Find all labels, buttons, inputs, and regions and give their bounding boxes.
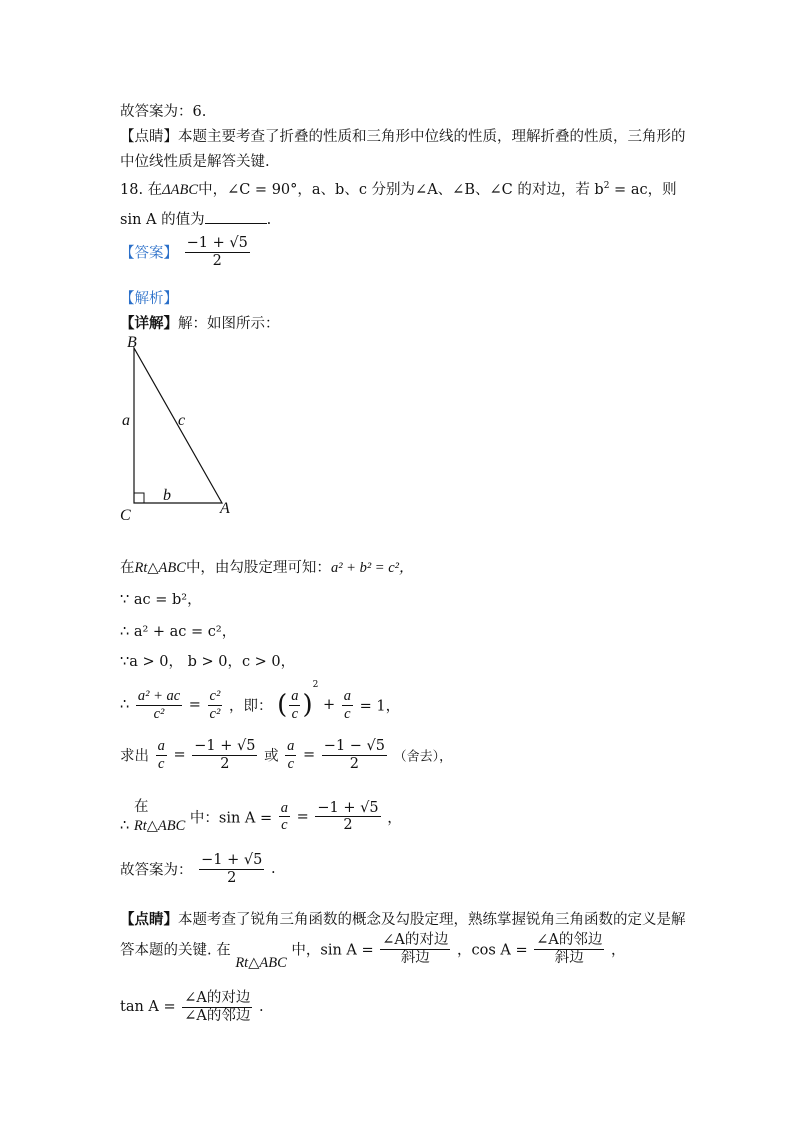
solution-step-4: ∵a > 0， b > 0，c > 0， xyxy=(120,654,296,670)
solution-step-5: ∴ $\frac{\text{a² + ac}}{\text{c²}}$ = $\frac{\text{c²}}{\text{c²}}$ ，即： ( $\frac{a}{c}$ )$^2$ + $\frac{a}{c}$ = 1， xyxy=(120,680,401,722)
right-angle-mark xyxy=(134,493,144,503)
comment-prev-1: 【点睛】本题主要考查了折叠的性质和三角形中位线的性质，理解折叠的性质，三角形的 xyxy=(120,129,686,145)
solution-step-6: 求出 $\frac{a}{c}$ = $\frac{-1 + √5}{2}$ 或 $\frac{a}{c}$ = $\frac{-1 - √5}{2}$ （舍去）， xyxy=(120,738,453,772)
solution-step-7: 在 ∴ Rt△ABC 中：sin A = $\frac{a}{c}$ = $\frac{-1 + √5}{2}$ ， xyxy=(120,799,402,834)
answer-fraction: $\frac{-1 + √5}{2}$ xyxy=(186,235,248,269)
answer-prev: 故答案为：6. xyxy=(120,104,207,120)
comment-prev-2: 中位线性质是解答关键. xyxy=(120,154,270,170)
side-label-c: c xyxy=(178,412,186,429)
question-line-1: 18. 在ΔABC中，∠C = 90°，a、b、c 分别为∠A、∠B、∠C 的对边，若 $b^2$ = ac，则 xyxy=(120,181,677,198)
solution-step-2: ∵ ac = b²， xyxy=(120,592,202,608)
comment-line-1: 【点睛】本题考查了锐角三角函数的概念及勾股定理，熟练掌握锐角三角函数的定义是解 xyxy=(120,911,686,928)
question-line-2: sin A 的值为 . xyxy=(120,212,272,228)
text-line xyxy=(120,125,686,146)
comment-line-2: 答本题的关键. 在 Rt△ABC 中，sin A = $\frac{\text{∠A的对边}}{\text{斜边}}$ ，cos A = $\frac{\text{∠A的邻边}}{\text{斜边}}$ ， xyxy=(120,932,626,972)
vertex-label-a: A xyxy=(220,500,230,517)
text-line xyxy=(120,100,206,121)
answer-line xyxy=(120,235,252,269)
comment-line-3: tan A = $\frac{\text{∠A的对边}}{\text{∠A的邻边}}$ . xyxy=(120,990,264,1024)
analysis-label: 【解析】 xyxy=(120,291,178,307)
solution-step-1: 在Rt△ABC中，由勾股定理可知：a² + b² = c²， xyxy=(120,560,414,576)
answer-label: 【答案】 xyxy=(120,245,178,262)
right-triangle-figure xyxy=(110,330,250,525)
solution-step-3: ∴ a² + ac = c²， xyxy=(120,624,237,640)
side-label-a: a xyxy=(122,412,130,429)
vertex-label-b: B xyxy=(127,334,137,351)
side-label-b: b xyxy=(163,487,171,504)
vertex-label-c: C xyxy=(120,507,131,524)
detail-line: 【详解】解：如图所示： xyxy=(120,315,280,332)
solution-step-8: 故答案为： $\frac{-1 + √5}{2}$ . xyxy=(120,852,276,886)
answer-blank xyxy=(205,223,267,224)
text-line xyxy=(120,150,270,171)
